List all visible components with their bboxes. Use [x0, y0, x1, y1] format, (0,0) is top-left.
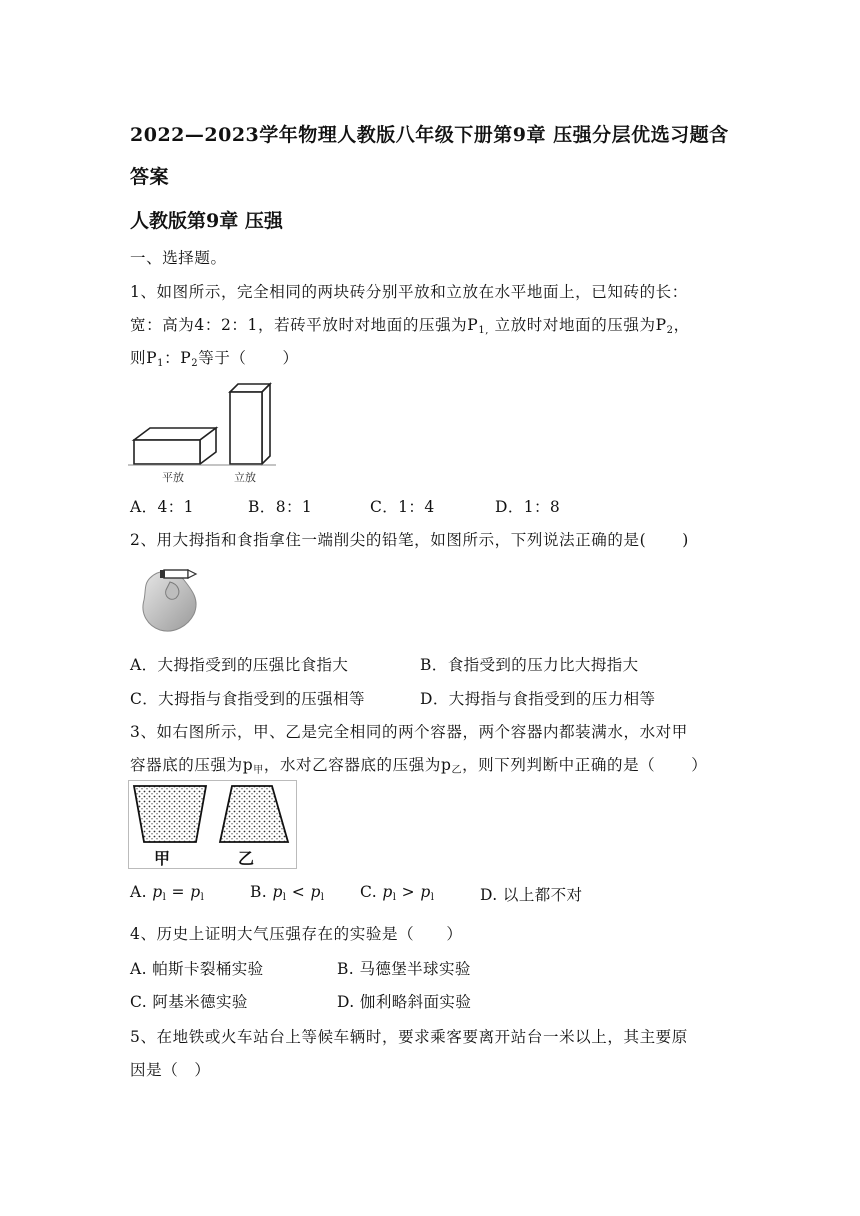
q1-option-d: D．1：8: [495, 498, 561, 516]
q3-option-d: D. 以上都不对: [480, 886, 583, 904]
section-heading: 一、选择题。: [130, 249, 227, 267]
pencil-end: [160, 570, 165, 578]
q3-option-a: A. $p_l = p_l$: [130, 883, 205, 903]
label-jia: 甲: [154, 849, 171, 868]
upright-brick-shape: [230, 384, 270, 464]
q2-stem: 2、用大拇指和食指拿住一端削尖的铅笔，如图所示，下列说法正确的是( ): [130, 531, 689, 549]
q3-stem-line-2: 容器底的压强为$p_甲$，水对乙容器底的压强为$p_乙$，则下列判断中正确的是（ ）: [130, 756, 708, 776]
q1-stem-line-1: 1、如图所示，完全相同的两块砖分别平放和立放在水平地面上，已知砖的长：: [130, 283, 688, 301]
container-jia: [134, 786, 206, 842]
q2-option-d: D．大拇指与食指受到的压力相等: [420, 690, 656, 708]
q3-stem-line-1: 3、如右图所示，甲、乙是完全相同的两个容器，两个容器内都装满水，水对甲: [130, 723, 688, 741]
q5-stem-line-2: 因是（ ）: [130, 1061, 211, 1079]
q1-option-b: B．8：1: [248, 498, 313, 516]
q2-option-c: C．大拇指与食指受到的压强相等: [130, 690, 365, 708]
q2-option-a: A．大拇指受到的压强比食指大: [130, 656, 349, 674]
document-title-line-1: 2022—2023学年物理人教版八年级下册第9章 压强分层优选习题含: [130, 124, 729, 146]
q2-option-b: B．食指受到的压力比大拇指大: [420, 656, 639, 674]
q3-option-b: B. $p_l < p_l$: [250, 883, 325, 903]
q3-container-figure: [128, 780, 298, 870]
q4-option-a: A. 帕斯卡裂桶实验: [130, 960, 264, 978]
q4-option-d: D. 伽利略斜面实验: [337, 993, 472, 1011]
q1-option-c: C．1：4: [370, 498, 435, 516]
pencil-tip: [188, 570, 196, 578]
flat-label: 平放: [162, 471, 184, 484]
q1-option-a: A．4：1: [130, 498, 194, 516]
q4-option-c: C. 阿基米德实验: [130, 993, 248, 1011]
pencil-body: [164, 570, 188, 578]
q1-stem-line-2: 宽：高为4：2：1，若砖平放时对地面的压强为$P_{1,}$ 立放时对地面的压强为$P_2$，: [130, 316, 690, 336]
chapter-subtitle: 人教版第9章 压强: [130, 210, 283, 232]
q1-stem-line-3: 则$P_1$：$P_2$等于（ ）: [130, 349, 299, 369]
q4-stem: 4、历史上证明大气压强存在的实验是（ ）: [130, 925, 463, 943]
document-title-line-2: 答案: [130, 166, 170, 188]
q1-brick-figure: [128, 378, 278, 488]
flat-brick-shape: [134, 428, 216, 464]
label-yi: 乙: [238, 849, 255, 868]
q4-option-b: B. 马德堡半球实验: [337, 960, 471, 978]
upright-label: 立放: [234, 471, 256, 484]
q5-stem-line-1: 5、在地铁或火车站台上等候车辆时，要求乘客要离开站台一米以上，其主要原: [130, 1028, 688, 1046]
q2-hand-pencil-figure: [130, 560, 220, 636]
hand-shape: [143, 571, 196, 631]
q3-option-c: C. $p_l > p_l$: [360, 883, 435, 903]
